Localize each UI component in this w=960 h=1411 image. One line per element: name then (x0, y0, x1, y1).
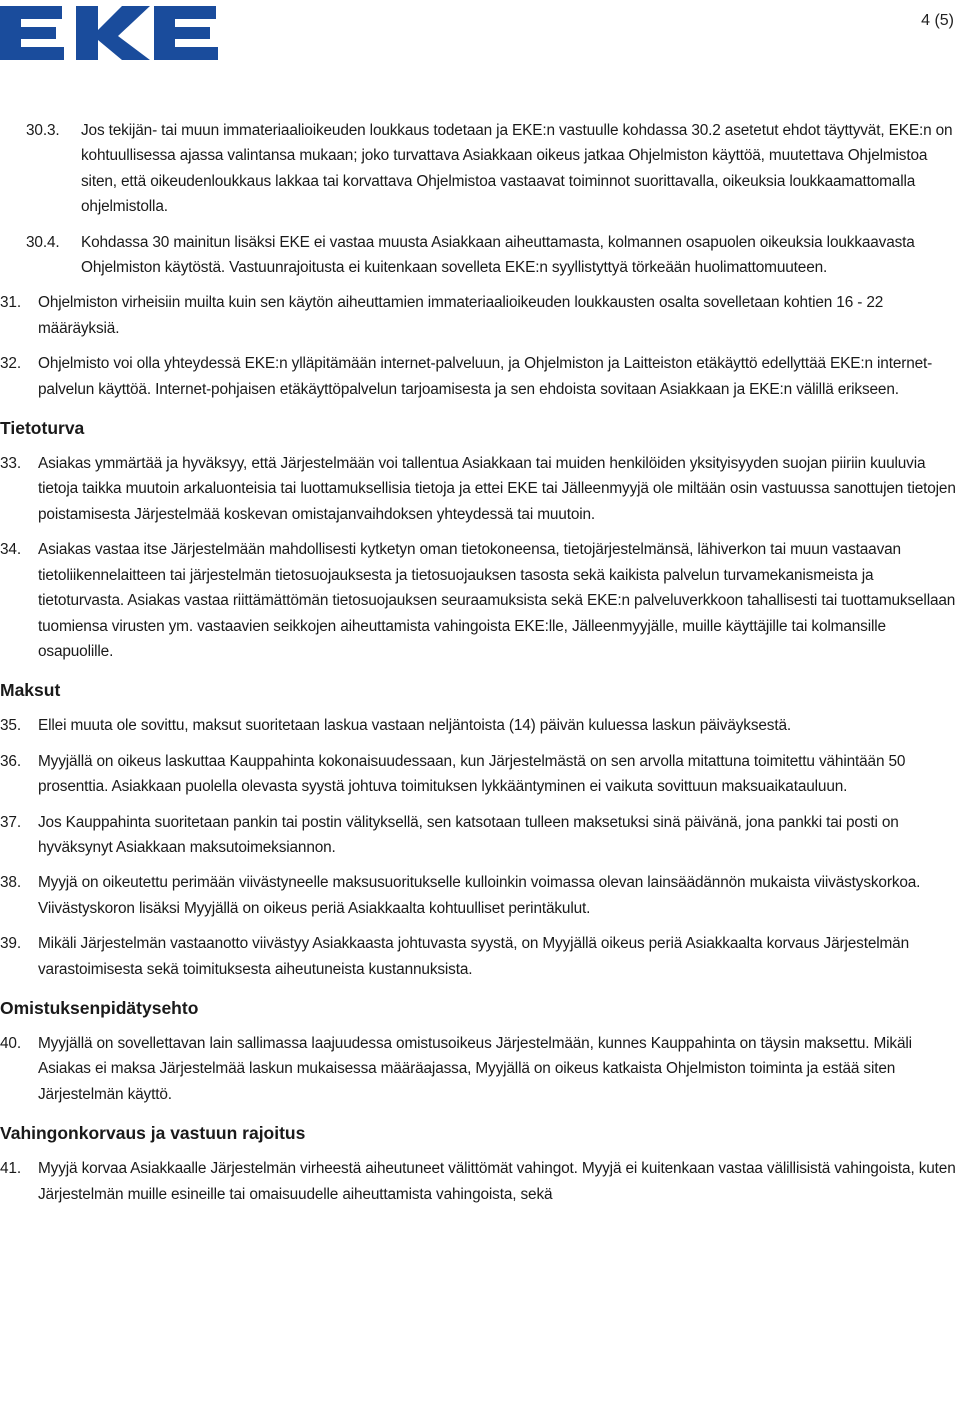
section-heading: Vahingonkorvaus ja vastuun rajoitus (0, 1123, 306, 1144)
clause-text: Myyjä korvaa Asiakkaalle Järjestelmän virheestä aiheutuneet välittömät vahingot. Myyjä ei kuitenkaan vastaa välillisistä vahingoista, kuten Järjestelmän muille esineille tai omaisuudelle aiheuttamista vahingoista, sekä (38, 1160, 956, 1203)
eke-logo-mark (0, 6, 218, 60)
clause-number: 36. (0, 752, 21, 770)
clause-text: Myyjällä on sovellettavan lain sallimassa laajuudessa omistusoikeus Järjestelmään, kunnes Kauppahinta on täysin maksettu. Mikäli Asiakas ei maksa Järjestelmää laskun mukaisessa määräajassa, Myyjällä on oikeus katkaista Ohjelmiston toiminta ja estää siten Järjestelmän käyttö. (38, 1034, 912, 1103)
section-heading: Maksut (0, 680, 61, 701)
clause (0, 290, 958, 341)
eke-logo (0, 6, 218, 60)
clause-text: Jos Kauppahinta suoritetaan pankin tai postin välityksellä, sen katsotaan tulleen maksetuksi sinä päivänä, jona pankki tai posti on hyväksynyt Asiakkaan maksutoimeksiannon. (38, 813, 899, 856)
clause-number: 34. (0, 541, 21, 559)
clause (0, 810, 958, 861)
clause-number: 38. (0, 874, 21, 892)
clause-number: 30.3. (26, 122, 60, 139)
clause-number: 32. (0, 355, 21, 373)
clause (0, 870, 958, 921)
clause (0, 713, 958, 738)
clause-text: Ellei muuta ole sovittu, maksut suoritetaan laskua vastaan neljäntoista (14) päivän kuluessa laskun päiväyksestä. (38, 717, 792, 735)
clause-text: Ohjelmiston virheisiin muilta kuin sen käytön aiheuttamien immateriaalioikeuden loukkausten osalta sovelletaan kohtien 16 - 22 määräyksiä. (38, 294, 884, 337)
clause (0, 1031, 958, 1107)
clause-number: 39. (0, 935, 21, 953)
clause-text: Myyjä on oikeutettu perimään viivästyneelle maksusuoritukselle kulloinkin voimassa olevan lainsäädännön mukaista viivästyskorkoa. Viivästyskoron lisäksi Myyjällä on oikeus periä Asiakkaalta kohtuulliset perintäkulut. (38, 874, 921, 917)
clause-number: 31. (0, 294, 21, 312)
clause-text: Jos tekijän- tai muun immateriaalioikeuden loukkaus todetaan ja EKE:n vastuulle kohdassa 30.2 asetetut ehdot täyttyvät, EKE:n on kohtuullisessa ajassa valintansa mukaan; joko turvattava Asiakkaan oikeus jatkaa Ohjelmiston käyttöä, muutettava Ohjelmistoa siten, että oikeudenloukkaus lakkaa tai korvattava Ohjelmistoa vastaavat toiminnot suorittavalla, oikeuksia loukkaamattomalla ohjelmistolla. (81, 122, 953, 216)
clause-number: 33. (0, 455, 21, 473)
clause-number: 41. (0, 1160, 21, 1178)
section-heading: Omistuksenpidätysehto (0, 997, 199, 1018)
clause (0, 931, 958, 982)
clause (0, 1156, 958, 1207)
clause-text: Asiakas ymmärtää ja hyväksyy, että Järjestelmään voi tallentua Asiakkaan tai muiden henkilöiden yksityisyyden suojan piiriin kuuluvia tietoja taikka muutoin arkaluonteisia tai luottamuksellisia tietoja ja ettei EKE tai Jälleenmyyjä ole miltään osin vastuussa sanottujen tietojen poistamisesta Järjestelmää koskevan omistajanvaihdoksen yhteydessä tai muutoin. (38, 455, 956, 523)
page-number: 4 (5) (921, 12, 954, 29)
clause (0, 118, 958, 220)
clause-text: Myyjällä on oikeus laskuttaa Kauppahinta kokonaisuudessaan, kun Järjestelmästä on sen arvolla mitattuna toimitettu vähintään 50 prosenttia. Asiakkaan puolella olevasta syystä johtuva toimituksen lykkääntyminen ei vaikuta sovittuun maksuaikatauluun. (38, 752, 906, 796)
clause-number: 40. (0, 1034, 21, 1052)
clause-text: Ohjelmisto voi olla yhteydessä EKE:n ylläpitämään internet-palveluun, ja Ohjelmiston ja Laitteiston etäkäyttö edellyttää EKE:n internet-palvelun käyttöä. Internet-pohjaisen etäkäyttöpalvelun tarjoamisesta ja sen ehdoista sovitaan Asiakkaan ja EKE:n välillä erikseen. (38, 355, 933, 398)
document-body (0, 118, 958, 1217)
clause (0, 451, 958, 527)
clause-text: Mikäli Järjestelmän vastaanotto viivästyy Asiakkaasta johtuvasta syystä, on Myyjällä oikeus periä Asiakkaalta korvaus Järjestelmän varastoimisesta sekä toimituksesta aiheutuneista kustannuksista. (38, 935, 909, 978)
section-heading: Tietoturva (0, 418, 85, 439)
clause (0, 230, 958, 281)
clause (0, 351, 958, 402)
clause-text: Kohdassa 30 mainitun lisäksi EKE ei vastaa muusta Asiakkaan aiheuttamasta, kolmannen osapuolen oikeuksia loukkaavasta Ohjelmiston käytöstä. Vastuunrajoitusta ei kuitenkaan sovelleta EKE:n syyllistyttyä törkeään huolimattomuuteen. (81, 233, 915, 277)
clause-number: 35. (0, 717, 21, 735)
clause-text: Asiakas vastaa itse Järjestelmään mahdollisesti kytketyn oman tietokoneensa, tietojärjestelmänsä, lähiverkon tai muun vastaavan tietoliikennelaitteen tai järjestelmän tietosuojauksesta ja tietosuojauksen tasosta sekä kaikista palvelun turvamekanismeista ja tietoturvasta. Asiakas vastaa riittämättömän tietosuojauksen seuraamuksista sekä EKE:n palveluverkkoon tahallisesti tai tuottamuksellaan tuomiensa virusten ym. vastaavien seikkojen aiheuttamista vahingoista EKE:lle, Jälleenmyyjälle, muille käyttäjille tai kolmansille osapuolille. (38, 541, 956, 660)
clause-number: 37. (0, 813, 21, 831)
clause (0, 537, 958, 664)
clause (0, 749, 958, 800)
clause-number: 30.4. (26, 233, 60, 251)
